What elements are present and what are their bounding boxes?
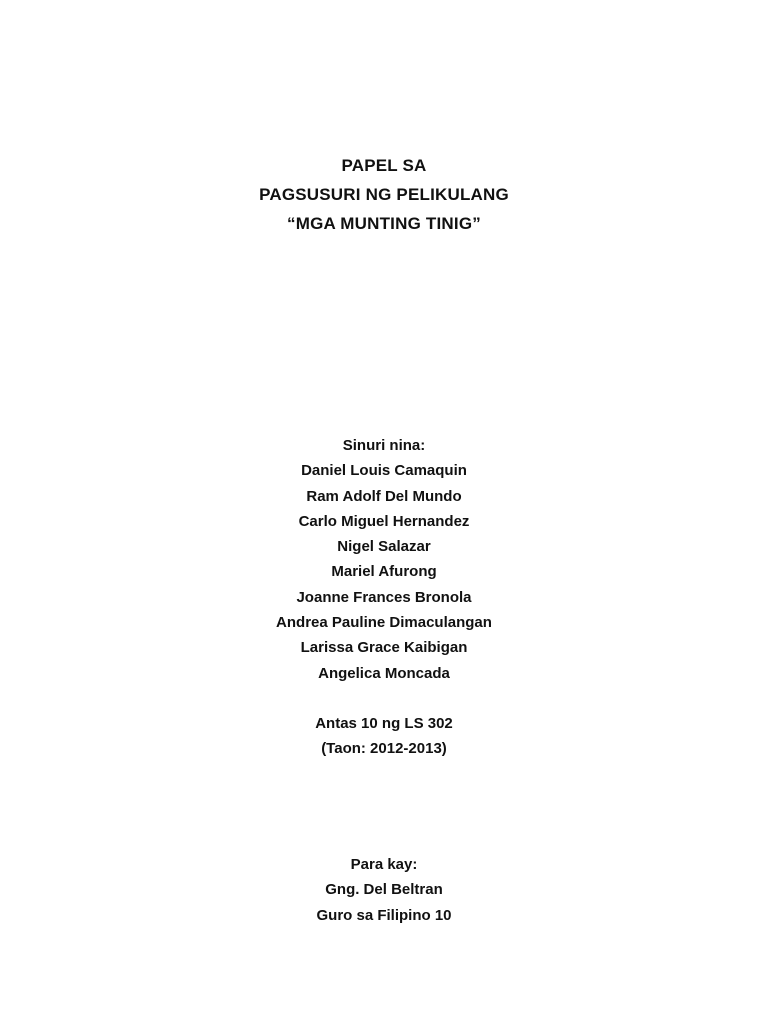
author-name: Larissa Grace Kaibigan <box>300 639 468 657</box>
author-name: Joanne Frances Bronola <box>296 588 472 606</box>
school-year: (Taon: 2012-2013) <box>321 740 447 758</box>
author-name: Mariel Afurong <box>331 563 437 581</box>
author-name: Andrea Pauline Dimaculangan <box>276 614 492 632</box>
teacher-role: Guro sa Filipino 10 <box>316 906 452 924</box>
recipient-heading: Para kay: <box>350 856 418 873</box>
author-name: Ram Adolf Del Mundo <box>306 487 462 505</box>
authors-heading: Sinuri nina: <box>342 437 426 454</box>
class-level: Antas 10 ng LS 302 <box>315 715 453 732</box>
recipient-section <box>0 852 768 928</box>
document-title <box>0 151 768 238</box>
title-line-2: PAGSUSURI NG PELIKULANG <box>259 185 509 204</box>
author-name: Angelica Moncada <box>318 664 450 682</box>
author-name: Daniel Louis Camaquin <box>301 462 467 480</box>
author-name: Nigel Salazar <box>337 538 431 556</box>
title-line-3: “MGA MUNTING TINIG” <box>287 214 481 233</box>
title-line-1: PAPEL SA <box>341 156 427 175</box>
author-name: Carlo Miguel Hernandez <box>298 512 470 530</box>
authors-section <box>0 433 768 686</box>
teacher-name: Gng. Del Beltran <box>325 881 443 899</box>
class-info-section <box>0 711 768 762</box>
